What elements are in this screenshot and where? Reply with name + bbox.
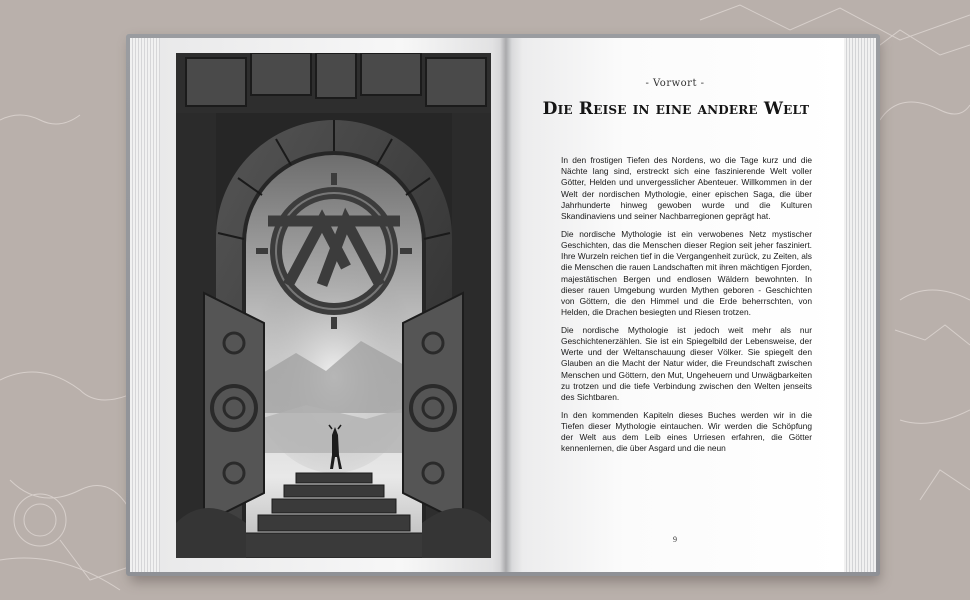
paragraph: In den kommenden Kapiteln dieses Buches werden wir in die Tiefen dieser Mythologie eintauchen. Wir werden die Schöpfung der Welt aus dem Leib eines Urriesen erfahren, die Götter kennenlernen, die über Asgard und die neun xyxy=(561,409,812,454)
gate-illustration xyxy=(176,53,491,558)
chapter-label: - Vorwort - xyxy=(645,78,705,89)
body-text xyxy=(561,155,812,461)
page-number: 9 xyxy=(673,535,677,544)
paragraph: Die nordische Mythologie ist ein verwobenes Netz mystischer Geschichten, das die Menschen dieser Region seit jeher fasziniert. Ihre Wurzeln reichen tief in die Vergangenheit zurück, zu Zeiten, als die Menschen die rauen Landschaften mit ihren mächtigen Fjorden, majestätischen Bergen und endlosen Wäldern bewohnten. In dieser rauen Umgebung wurden Mythen geboren - Geschichten von Göttern, die den Himmel und die Erde beherrschten, von Helden, die Drachen besiegten und Riesen trotzen. xyxy=(561,228,812,318)
page-edges-left xyxy=(130,38,160,572)
chapter-title: Die Reise in eine andere Welt xyxy=(542,99,810,119)
open-book xyxy=(126,34,880,580)
page-edges-right xyxy=(844,38,876,572)
book-gutter xyxy=(500,38,512,572)
paragraph: Die nordische Mythologie ist jedoch weit mehr als nur Geschichtenerzählen. Sie ist ein Spiegelbild der Lebensweise, der Werte und der Weltanschauung dieser Völker. Sie spiegelt den Glauben an die Macht der Natur wider, die Freundschaft zwischen Menschen und Göttern, den Mut, Ungeheuern und Unwägbarkeiten zu trotzen und die tiefe Verbindung zwischen den Welten jenseits des Sichtbaren. xyxy=(561,324,812,403)
paragraph: In den frostigen Tiefen des Nordens, wo die Tage kurz und die Nächte lang sind, erstreckt sich eine faszinierende Welt voller Götter, Helden und unvergesslicher Abenteuer. Willkommen in der Welt der nordischen Mythologie, einer epischen Saga, die über Jahrhunderte hinweg gewoben wurde und die Kulturen Skandinaviens und seiner Nachbarregionen geprägt hat. xyxy=(561,155,812,222)
